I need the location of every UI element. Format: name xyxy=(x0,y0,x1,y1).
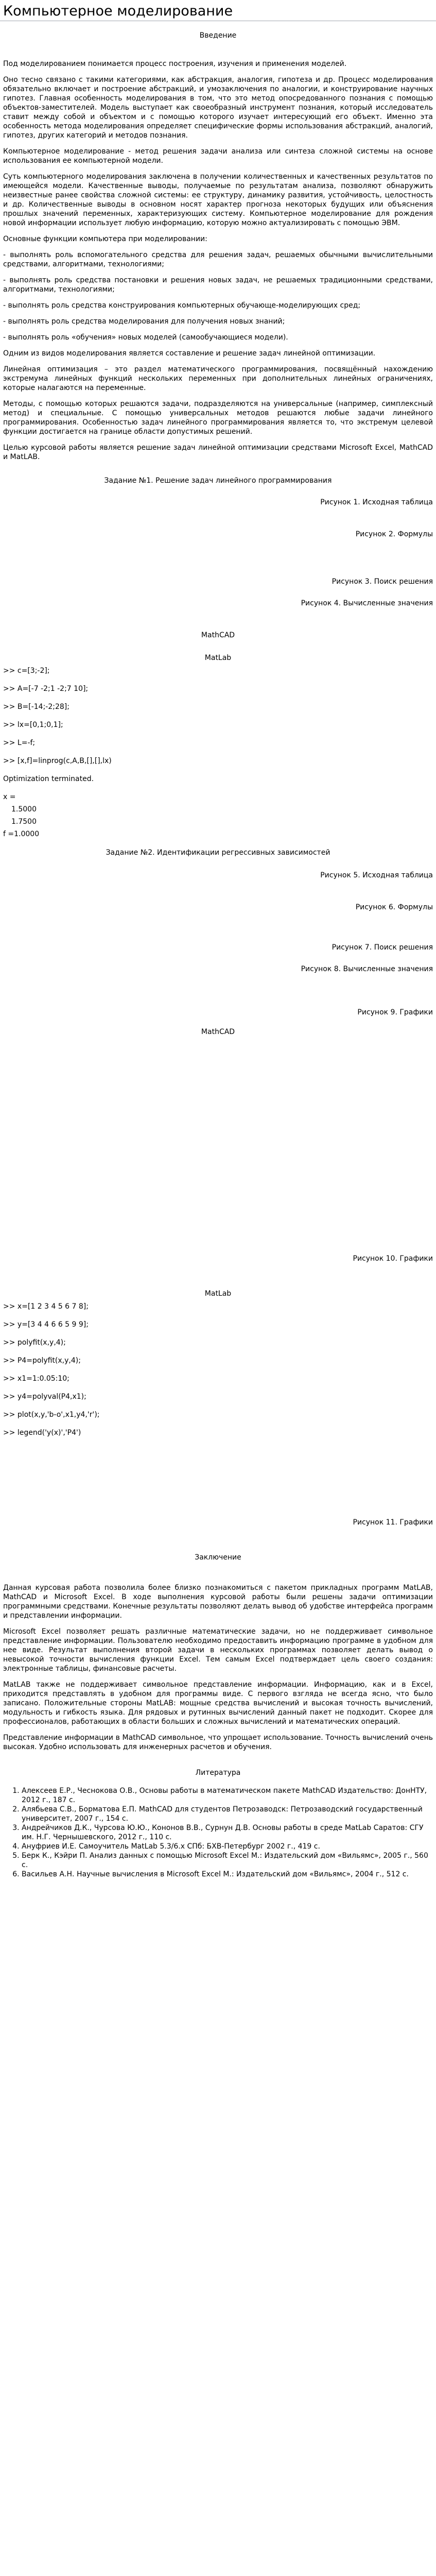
code-line: >> polyfit(x,y,4); xyxy=(3,1338,66,1347)
conclusion-paragraph: Microsoft Excel позволяет решать различные математические задачи, но не поддерживает символьное представление информации. Пользователю необходимо предоставить информацию программе в удобном для нее виде. Результат выполнения второй задачи в нескольких программах позволяет делать вывод о невысокой точности вычисления функции Excel. Тем самым Excel подтверждает цель своего создания: электронные таблицы, финансовые расчеты. xyxy=(3,1628,433,1673)
mathcad-label: MathCAD xyxy=(201,631,235,639)
output-line: 1.7500 xyxy=(11,818,37,826)
intro-list-item: - выполнять роль вспомогательного средства для решения задач, решаемых обычными вычислительными средствами, алгоритмами, технологиями; xyxy=(3,251,433,268)
conclusion-paragraph: MatLAB также не поддерживает символьное представление информации. Информацию, как и в Excel, приходится представлять в удобном для программы виде. С первого взгляда не всегда ясно, что было записано. Положительные стороны MatLAB: мощные средства вычислений и высокая точность вычислений, модульность и гибкость языка. Для рядовых и рутинных вычислений данный пакет не подходит. Скорее для профессионалов, работающих в области больших и сложных вычислений и математических операций. xyxy=(3,1681,433,1726)
reference-item: 6. Васильев А.Н. Научные вычисления в Microsoft Excel М.: Издательский дом «Вильямс», 2004 г., 512 с. xyxy=(22,1870,433,1879)
code-line: >> [x,f]=linprog(c,A,B,[],[],lx) xyxy=(3,757,112,765)
intro-list-item: - выполнять роль «обучения» новых моделей (самообучающиеся модели). xyxy=(3,333,288,342)
output-line: x = xyxy=(3,793,16,801)
intro-list-item: - выполнять роль средства моделирования для получения новых знаний; xyxy=(3,317,285,326)
output-line: f =1.0000 xyxy=(3,830,40,838)
output-line: Optimization terminated. xyxy=(3,775,94,783)
code-line: >> plot(x,y,'b-o',x1,y4,'r'); xyxy=(3,1411,100,1419)
conclusion-paragraph: Данная курсовая работа позволила более близко познакомиться с пакетом прикладных программ MatLAB, MathCAD и Microsoft Excel. В ходе выполнения курсовой работы были решены задачи оптимизации программными средствами. Конечные результаты позволяют делать вывод об удобстве интерфейса программ и представлении информации. xyxy=(3,1584,433,1620)
intro-paragraph: Целью курсовой работы является решение задач линейной оптимизации средствами Microsoft Excel, MathCAD и MatLAB. xyxy=(3,444,433,461)
intro-paragraph: Линейная оптимизация – это раздел математического программирования, посвящённый нахождению экстремума линейных функций нескольких переменных при дополнительных линейных ограничениях, которые налагаются на переменные. xyxy=(3,365,433,392)
mathcad-label: MathCAD xyxy=(201,1028,235,1036)
figure-caption: Рисунок 7. Поиск решения xyxy=(332,943,433,952)
code-line: >> c=[3;-2]; xyxy=(3,667,50,675)
code-line: >> lx=[0,1;0,1]; xyxy=(3,721,63,729)
conclusion-paragraph: Представление информации в MathCAD символьное, что упрощает использование. Точность вычислений очень высокая. Удобно использовать для инженерных расчетов и обучения. xyxy=(3,1734,433,1751)
code-line: >> x1=1:0.05:10; xyxy=(3,1375,69,1383)
reference-item: 3. Андрейчиков Д.К., Чурсова Ю.Ю., Кононов В.В., Сурнун Д.В. Основы работы в среде MatLab Саратов: СГУ им. Н.Г. Чернышевского, 2012 г., 110 с. xyxy=(22,1823,433,1842)
conclusion-heading: Заключение xyxy=(195,1553,241,1562)
intro-paragraph: Основные функции компьютера при моделировании: xyxy=(3,235,207,243)
reference-item: 1. Алексеев Е.Р., Чеснокова О.В., Основы работы в математическом пакете MathCAD Издательство: ДонНТУ, 2012 г., 187 с. xyxy=(22,1786,433,1805)
intro-heading: Введение xyxy=(199,31,237,40)
output-line: 1.5000 xyxy=(11,805,37,814)
code-line: >> y4=polyval(P4,x1); xyxy=(3,1393,86,1401)
figure-caption: Рисунок 4. Вычисленные значения xyxy=(301,599,433,607)
reference-item: 2. Алябьева С.В., Борматова Е.П. MathCAD для студентов Петрозаводск: Петрозаводский государственный университет, 2007 г., 154 с. xyxy=(22,1805,433,1823)
intro-list-item: - выполнять роль средства конструирования компьютерных обучающе-моделирующих сред; xyxy=(3,301,361,310)
figure-caption: Рисунок 8. Вычисленные значения xyxy=(301,965,433,973)
figure-caption: Рисунок 9. Графики xyxy=(357,1008,433,1016)
references-list xyxy=(3,1786,433,1879)
intro-paragraph: Под моделированием понимается процесс построения, изучения и применения моделей. xyxy=(3,60,347,68)
code-line: >> x=[1 2 3 4 5 6 7 8]; xyxy=(3,1302,89,1311)
code-line: >> A=[-7 -2;1 -2;7 10]; xyxy=(3,685,89,693)
intro-paragraph: Одним из видов моделирования является составление и решение задач линейной оптимизации. xyxy=(3,349,376,358)
reference-item: 4. Ануфриев И.Е. Самоучитель MatLab 5.3/6.x СПб: БХВ-Петербург 2002 г., 419 с. xyxy=(22,1842,433,1851)
reference-item: 5. Берк К., Кэйри П. Анализ данных с помощью Microsoft Excel М.: Издательский дом «Вильямс», 2005 г., 560 с. xyxy=(22,1851,433,1870)
code-line: >> y=[3 4 4 6 6 5 9 9]; xyxy=(3,1320,89,1329)
task1-heading: Задание №1. Решение задач линейного программирования xyxy=(104,477,332,485)
figure-caption: Рисунок 5. Исходная таблица xyxy=(320,871,433,879)
figure-caption: Рисунок 2. Формулы xyxy=(355,530,433,538)
figure-caption: Рисунок 11. Графики xyxy=(353,1518,433,1527)
code-line: >> legend('y(x)','P4') xyxy=(3,1429,81,1437)
page-title: Компьютерное моделирование xyxy=(0,0,436,21)
intro-list-item: - выполнять роль средства постановки и решения новых задач, не решаемых традиционными средствами, алгоритмами, технологиями; xyxy=(3,276,433,294)
task2-heading: Задание №2. Идентификации регрессивных зависимостей xyxy=(106,849,330,857)
code-line: >> P4=polyfit(x,y,4); xyxy=(3,1357,81,1365)
matlab-label: MatLab xyxy=(204,654,232,662)
intro-paragraph: Компьютерное моделирование - метод решения задачи анализа или синтеза сложной системы на основе использования ее компьютерной модели. xyxy=(3,147,433,165)
figure-caption: Рисунок 1. Исходная таблица xyxy=(320,498,433,506)
intro-paragraph: Методы, с помощью которых решаются задачи, подразделяются на универсальные (например, симплексный метод) и специальные. С помощью универсальных методов решаются любые задачи линейного программирования. Особенностью задач линейного программирования является то, что экстремум целевой функции достигается на границе области допустимых решений. xyxy=(3,400,433,436)
figure-caption: Рисунок 10. Графики xyxy=(353,1255,433,1263)
article-body xyxy=(0,21,436,1879)
matlab-label: MatLab xyxy=(204,1290,232,1298)
references-heading: Литература xyxy=(195,1769,241,1777)
figure-caption: Рисунок 3. Поиск решения xyxy=(332,578,433,586)
figure-caption: Рисунок 6. Формулы xyxy=(355,903,433,911)
code-line: >> L=-f; xyxy=(3,739,36,747)
code-line: >> B=[-14;-2;28]; xyxy=(3,703,69,711)
intro-paragraph: Суть компьютерного моделирования заключена в получении количественных и качественных результатов по имеющейся модели. Качественные выводы, получаемые по результатам анализа, позволяют обнаружить неизвестные ранее свойства сложной системы: ее структуру, динамику развития, устойчивость, целостность и др. Количественные выводы в основном носят характер прогноза некоторых будущих или объяснения прошлых значений переменных, характеризующих систему. Компьютерное моделирование для рождения новой информации использует любую информацию, которую можно актуализировать с помощью ЭВМ. xyxy=(3,173,433,227)
intro-paragraph: Оно тесно связано с такими категориями, как абстракция, аналогия, гипотеза и др. Процесс моделирования обязательно включает и построение абстракций, и умозаключения по аналогии, и конструирование научных гипотез. Главная особенность моделирования в том, что это метод опосредованного познания с помощью объектов-заместителей. Модель выступает как своеобразный инструмент познания, который исследователь ставит между собой и объектом и с помощью которого изучает интересующий его объект. Именно эта особенность метода моделирования определяет специфические формы использования абстракций, аналогий, гипотез, других категорий и методов познания. xyxy=(3,76,433,140)
